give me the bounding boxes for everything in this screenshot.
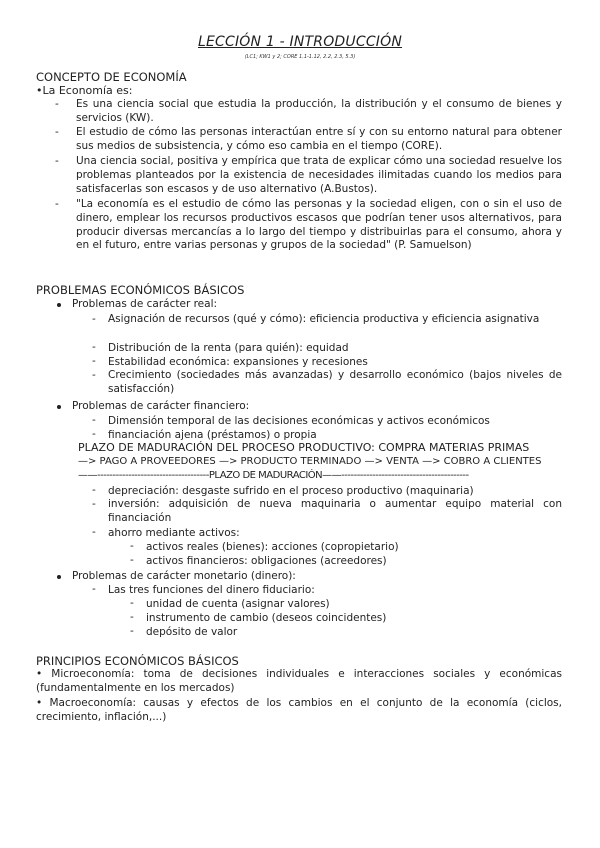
definition-samuelson: "La economía es el estudio de cómo las personas y la sociedad eligen, con o sin el uso de dinero, emplear los recursos productivos escasos que podrían tener usos alternativos, para producir diversas mercancías a lo largo del tiempo y distribuirlas para el consumo, ahora y en el futuro, entre varias personas y grupos de la sociedad" (P. Samuelson) [76, 198, 562, 252]
real-item-asignacion: Asignación de recursos (qué y cómo): eficiencia productiva y eficiencia asignativa [108, 313, 540, 325]
fin-item-inversion: inversión: adquisición de nueva maquinaria o aumentar equipo material con financiación [108, 498, 562, 524]
definition-core: El estudio de cómo las personas interactúan entre sí y con su entorno natural para obtener sus medios de subsistencia, y cómo eso cambia en el tiempo (CORE). [76, 126, 562, 152]
principio-macro: • Macroeconomía: causas y efectos de los cambios en el conjunto de la economía (ciclos, crecimiento, inflación,...) [36, 697, 562, 723]
dash-marker: - [92, 414, 96, 426]
plazo-line-3: ——------------------------------------PLAZO DE MADURACIÓN——----------------------------------------- [78, 470, 469, 481]
dash-marker: - [55, 155, 59, 167]
dash-marker: - [92, 355, 96, 367]
dash-marker: - [92, 369, 96, 381]
section-heading-principios: PRINCIPIOS ECONÓMICOS BÁSICOS [36, 654, 239, 668]
dash-marker: - [92, 498, 96, 510]
fin-item-financiacion: financiación ajena (préstamos) o propia [108, 429, 317, 441]
page-subtitle: (LC1; KW1 y 2; CORE 1.1-1.12, 2.2, 2.3, 5.3) [244, 54, 356, 60]
real-item-crecimiento: Crecimiento (sociedades más avanzadas) y desarrollo económico (bajos niveles de satisfacción) [108, 369, 562, 395]
mon-item-funciones: Las tres funciones del dinero fiduciario: [108, 584, 315, 596]
intro-line: •La Economía es: [36, 84, 133, 97]
problem-real: Problemas de carácter real: [72, 298, 218, 310]
dash-marker: - [130, 611, 134, 623]
principio-micro: • Microeconomía: toma de decisiones individuales e interacciones sociales y económicas (fundamentalmente en los mercados) [36, 668, 562, 694]
section-heading-problemas: PROBLEMAS ECONÓMICOS BÁSICOS [36, 283, 245, 297]
dash-marker: - [92, 484, 96, 496]
bullet-icon [57, 575, 61, 579]
funcion-deposito-valor: depósito de valor [146, 626, 238, 638]
dash-marker: - [92, 341, 96, 353]
plazo-line-1: PLAZO DE MADURACIÓN DEL PROCESO PRODUCTIVO: COMPRA MATERIAS PRIMAS [78, 441, 530, 454]
dash-marker: - [92, 428, 96, 440]
real-item-estabilidad: Estabilidad económica: expansiones y recesiones [108, 356, 368, 368]
funcion-instrumento-cambio: instrumento de cambio (deseos coincidentes) [146, 612, 387, 624]
problem-monetario: Problemas de carácter monetario (dinero): [72, 570, 296, 582]
funcion-unidad-cuenta: unidad de cuenta (asignar valores) [146, 598, 330, 610]
plazo-line-2: —> PAGO A PROVEEDORES —> PRODUCTO TERMINADO —> VENTA —> COBRO A CLIENTES [78, 456, 542, 467]
dash-marker: - [55, 98, 59, 110]
ahorro-activos-reales: activos reales (bienes): acciones (copropietario) [146, 541, 399, 553]
dash-marker: - [130, 597, 134, 609]
dash-marker: - [130, 625, 134, 637]
dash-marker: - [92, 583, 96, 595]
dash-marker: - [55, 198, 59, 210]
problem-financiero: Problemas de carácter financiero: [72, 400, 250, 412]
dash-marker: - [92, 526, 96, 538]
ahorro-activos-financieros: activos financieros: obligaciones (acreedores) [146, 555, 387, 567]
dash-marker: - [130, 540, 134, 552]
bullet-icon [57, 303, 61, 307]
definition-bustos: Una ciencia social, positiva y empírica que trata de explicar cómo una sociedad resuelve los problemas planteados por la existencia de necesidades ilimitadas cuando los medios para satisfacerlas son escasos y de uso alternativo (A.Bustos). [76, 155, 562, 195]
section-heading-concepto: CONCEPTO DE ECONOMÍA [36, 70, 187, 84]
page-title: LECCIÓN 1 - INTRODUCCIÓN [197, 34, 403, 50]
definition-kw: Es una ciencia social que estudia la producción, la distribución y el consumo de bienes y servicios (KW). [76, 98, 562, 124]
fin-item-depreciacion: depreciación: desgaste sufrido en el proceso productivo (maquinaria) [108, 485, 474, 497]
fin-item-dimension: Dimensión temporal de las decisiones económicas y activos económicos [108, 415, 490, 427]
bullet-icon [57, 405, 61, 409]
dash-marker: - [92, 313, 96, 325]
dash-marker: - [55, 126, 59, 138]
fin-item-ahorro: ahorro mediante activos: [108, 527, 240, 539]
real-item-distribucion: Distribución de la renta (para quién): equidad [108, 342, 349, 354]
dash-marker: - [130, 554, 134, 566]
